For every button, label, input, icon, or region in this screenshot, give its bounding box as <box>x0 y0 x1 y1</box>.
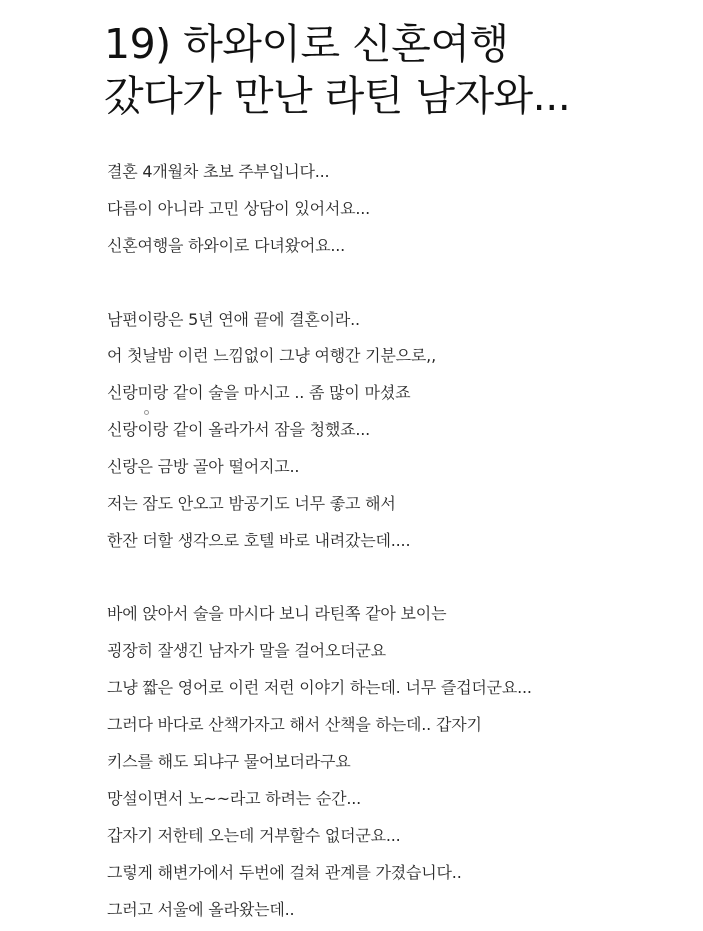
post-title-line-2: 갔다가 만난 라틴 남자와... <box>104 72 571 120</box>
post-title-line-1: 19) 하와이로 신혼여행 <box>104 20 509 68</box>
body-line: 신랑은 금방 골아 떨어지고.. <box>107 457 300 476</box>
body-line: 그러다 바다로 산책가자고 해서 산책을 하는데.. 갑자기 <box>107 715 482 734</box>
body-line: 다름이 아니라 고민 상담이 있어서요... <box>107 199 371 218</box>
body-line: 그러고 서울에 올라왔는데.. <box>107 900 295 919</box>
body-line: 신혼여행을 하와이로 다녀왔어요... <box>107 236 346 255</box>
body-line: 신랑이랑 같이 올라가서 잠을 청했죠... <box>107 420 371 439</box>
body-line: 어 첫날밤 이런 느낌없이 그냥 여행간 기분으로,, <box>107 346 436 365</box>
body-line: 결혼 4개월차 초보 주부입니다... <box>107 162 330 181</box>
body-line: 키스를 해도 되냐구 물어보더라구요 <box>107 752 351 771</box>
body-line: 저는 잠도 안오고 밤공기도 너무 좋고 해서 <box>107 494 396 513</box>
body-line: 그냥 짧은 영어로 이런 저런 이야기 하는데. 너무 즐겁더군요... <box>107 678 532 697</box>
body-line: 남편이랑은 5년 연애 끝에 결혼이라.. <box>107 310 360 329</box>
body-line: 망설이면서 노~~라고 하려는 순간... <box>107 789 362 808</box>
body-line: 굉장히 잘생긴 남자가 말을 걸어오더군요 <box>107 641 386 660</box>
body-line: 그렇게 해변가에서 두번에 걸쳐 관계를 가졌습니다.. <box>107 863 462 882</box>
body-line: 신랑미랑 같이 술을 마시고 .. 좀 많이 마셨죠 <box>107 383 411 402</box>
body-line: 갑자기 저한테 오는데 거부할수 없더군요... <box>107 826 401 845</box>
post-title <box>104 18 570 122</box>
body-line: 한잔 더할 생각으로 호텔 바로 내려갔는데.... <box>107 531 411 550</box>
body-line: 바에 앉아서 술을 마시다 보니 라틴쪽 같아 보이는 <box>107 604 447 623</box>
stray-dot-mark <box>144 410 149 415</box>
